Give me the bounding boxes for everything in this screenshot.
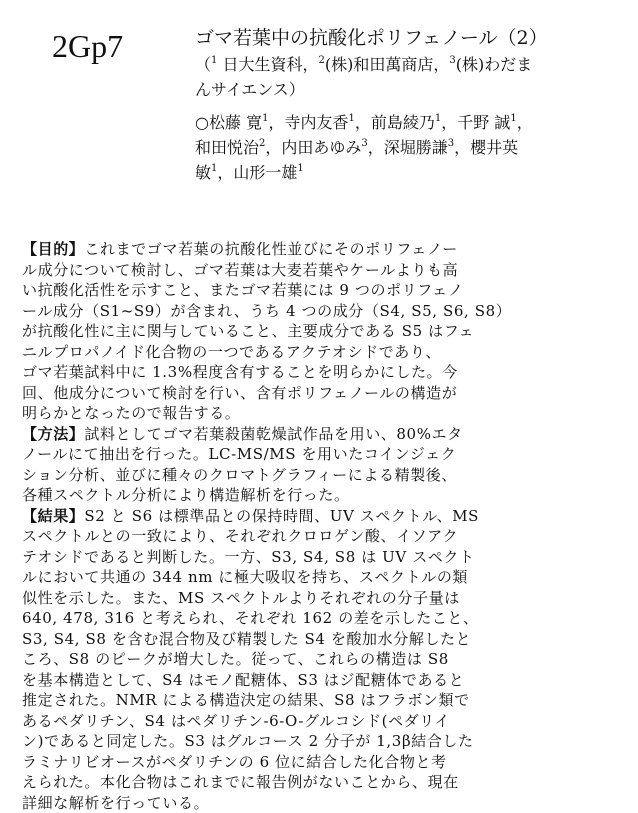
abstract-line xyxy=(22,424,612,445)
abstract-text: テオシドであると判断した。一方、S3, S4, S8 は UV スペクト xyxy=(22,548,475,566)
abstract-text: ルにおいて共通の 344 nm に極大吸収を持ち、スペクトルの類 xyxy=(22,568,468,586)
abstract-line xyxy=(22,588,612,609)
abstract-text: 640, 478, 316 と考えられ、それぞれ 162 の差を示したこと、 xyxy=(22,609,479,627)
abstract-line xyxy=(22,608,612,629)
abstract-text: えられた。本化合物はこれまでに報告例がないことから、現在 xyxy=(22,773,459,791)
abstract-text: ル成分について検討し、ゴマ若葉は大麦若葉やケールよりも高 xyxy=(22,261,458,279)
abstract-text: ノールにて抽出を行った。LC-MS/MS を用いたコインジェク xyxy=(22,445,456,463)
abstract-text: が抗酸化性に主に関与していること、主要成分である S5 はフェ xyxy=(22,322,474,340)
abstract-text: 試料としてゴマ若葉殺菌乾燥試作品を用い、80%エタ xyxy=(84,425,462,443)
author-line: ○松藤 寛$^1$，寺内友香$^1$，前島綾乃$^1$，千野 誠$^1$， xyxy=(195,110,615,135)
abstract-text: ン)であると同定した。S3 はグルコース 2 分子が 1,3β結合した xyxy=(22,732,474,750)
abstract-text: 回、他成分について検討を行い、含有ポリフェノールの構造が xyxy=(22,384,457,402)
section-heading: 【目的】 xyxy=(22,240,84,258)
abstract-line xyxy=(22,383,612,404)
abstract-line xyxy=(22,506,612,527)
abstract-line xyxy=(22,321,612,342)
abstract-text: ゴマ若葉試料中に 1.3%程度含有することを明らかにした。今 xyxy=(22,363,458,381)
abstract-text: い抗酸化活性を示すこと、またゴマ若葉には 9 つのポリフェノ xyxy=(22,281,464,299)
abstract-line xyxy=(22,629,612,650)
abstract-line xyxy=(22,280,612,301)
abstract-text: 各種スペクトル分析により構造解析を行った。 xyxy=(22,486,350,504)
abstract-line xyxy=(22,260,612,281)
abstract-text: あるペダリチン、S4 はペダリチン-6-O-グルコシド(ペダリイ xyxy=(22,712,450,730)
abstract-line xyxy=(22,670,612,691)
abstract-body xyxy=(22,239,612,813)
abstract-line xyxy=(22,239,612,260)
paper-title: ゴマ若葉中の抗酸化ポリフェノール（2） xyxy=(195,24,615,52)
abstract-line xyxy=(22,752,612,773)
abstract-text: を基本構造として、S4 はモノ配糖体、S3 はジ配糖体であると xyxy=(22,671,464,689)
abstract-text: ール成分（S1~S9）が含まれ、うち 4 つの成分（S4, S5, S6, S8） xyxy=(22,302,511,320)
section-heading: 【方法】 xyxy=(22,425,84,443)
abstract-text: S2 と S6 は標準品との保持時間、UV スペクトル、MS xyxy=(84,507,479,525)
abstract-line xyxy=(22,485,612,506)
abstract-line xyxy=(22,526,612,547)
author-line: 和田悦治$^2$，内田あゆみ$^3$，深堀勝謙$^3$，櫻井英 xyxy=(195,135,615,160)
abstract-line xyxy=(22,444,612,465)
section-heading: 【結果】 xyxy=(22,507,84,525)
abstract-line xyxy=(22,547,612,568)
abstract-line xyxy=(22,403,612,424)
abstract-line xyxy=(22,772,612,793)
abstract-text: 推定された。NMR による構造決定の結果、S8 はフラボン類で xyxy=(22,691,470,709)
abstract-line xyxy=(22,342,612,363)
abstract-line xyxy=(22,301,612,322)
abstract-line xyxy=(22,793,612,813)
abstract-text: ころ、S8 のピークが増大した。従って、これらの構造は S8 xyxy=(22,650,449,668)
abstract-line xyxy=(22,731,612,752)
affiliations xyxy=(195,52,615,102)
presentation-code: 2Gp7 xyxy=(52,26,123,66)
abstract-line xyxy=(22,711,612,732)
affiliation-number: 3 xyxy=(449,55,455,66)
abstract-text: 似性を示した。また、MS スペクトルよりそれぞれの分子量は xyxy=(22,589,460,607)
abstract-line xyxy=(22,567,612,588)
authors xyxy=(195,110,615,185)
affiliation-number: 1 xyxy=(211,55,217,66)
abstract-text: ション分析、並びに種々のクロマトグラフィーによる精製後、 xyxy=(22,466,457,484)
abstract-line xyxy=(22,465,612,486)
abstract-text: 明らかとなったので報告する。 xyxy=(22,404,240,422)
abstract-line xyxy=(22,362,612,383)
abstract-line xyxy=(22,690,612,711)
author-line: 敏$^1$，山形一雄$^1$ xyxy=(195,160,615,185)
abstract-text: これまでゴマ若葉の抗酸化性並びにそのポリフェノー xyxy=(84,240,458,258)
abstract-line xyxy=(22,649,612,670)
header-block xyxy=(195,24,615,185)
abstract-text: スペクトルとの一致により、それぞれクロロゲン酸、イソアク xyxy=(22,527,458,545)
abstract-text: 詳細な解析を行っている。 xyxy=(22,794,209,812)
affiliation-line: んサイエンス） xyxy=(195,77,615,102)
affiliation-number: 2 xyxy=(318,55,324,66)
abstract-text: ニルプロパノイド化合物の一つであるアクテオシドであり、 xyxy=(22,343,441,361)
affiliation-line: （$^1$ 日大生資科，$^2$(株)和田萬商店，$^3$(株)わだま xyxy=(195,52,615,77)
abstract-text: ラミナリビオースがペダリチンの 6 位に結合した化合物と考 xyxy=(22,753,447,771)
abstract-text: S3, S4, S8 を含む混合物及び精製した S4 を酸加水分解したと xyxy=(22,630,471,648)
